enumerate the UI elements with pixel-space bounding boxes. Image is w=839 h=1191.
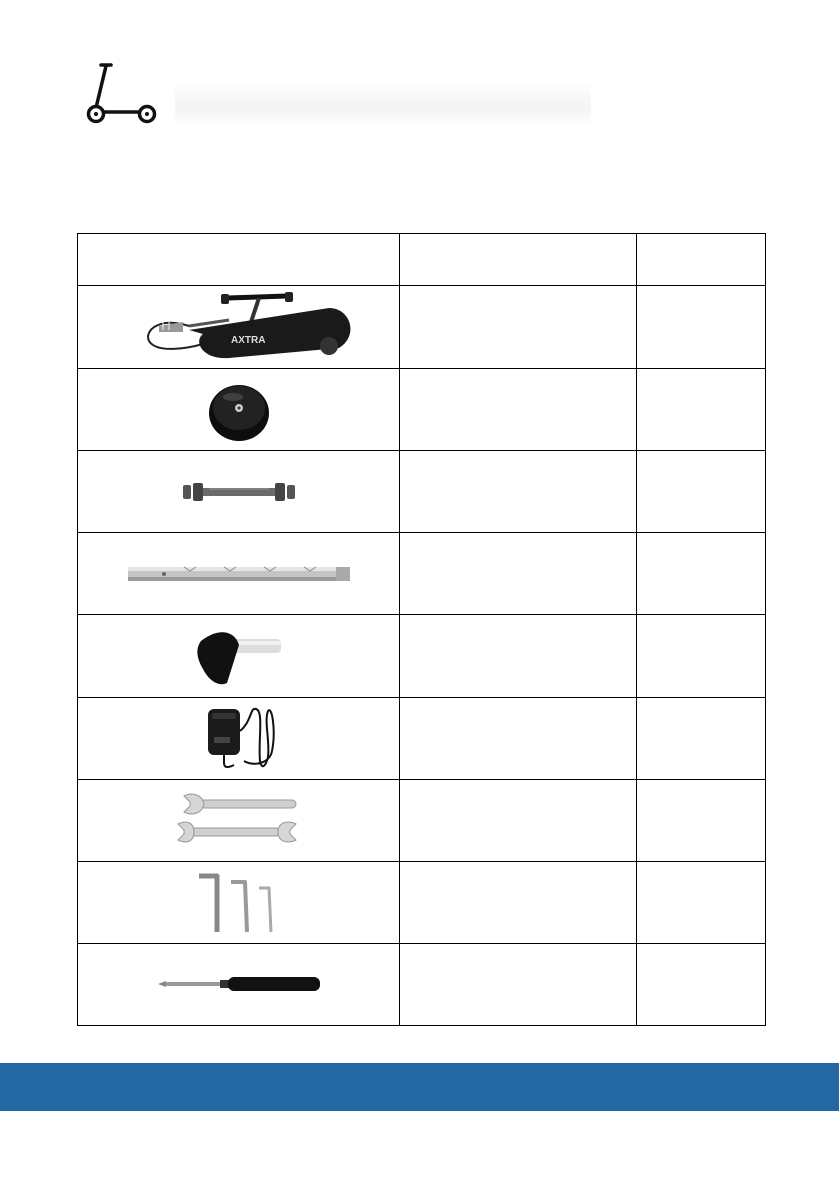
- part-quantity: [637, 615, 766, 697]
- brand-logo-text: AXTRA: [230, 335, 265, 347]
- kick-scooter-icon: [84, 62, 160, 126]
- part-description: [400, 861, 637, 943]
- part-description: [400, 697, 637, 779]
- part-description: [400, 533, 637, 615]
- hex-key-icon: [189, 868, 289, 936]
- column-header-image: [78, 234, 400, 286]
- part-image-cell: [78, 615, 400, 697]
- table-row: [78, 533, 766, 615]
- footer-bar: [0, 1063, 839, 1111]
- column-header-quantity: [637, 234, 766, 286]
- parts-list-table: [77, 233, 766, 1026]
- part-image-cell: [78, 943, 400, 1025]
- part-description: [400, 451, 637, 533]
- table-row: [78, 943, 766, 1025]
- part-image-cell: [78, 451, 400, 533]
- seat-post-tube-icon: [124, 559, 354, 589]
- part-image-cell: [78, 697, 400, 779]
- column-header-description: [400, 234, 637, 286]
- page-title: [175, 82, 591, 126]
- part-description: [400, 615, 637, 697]
- part-image-cell: [78, 286, 400, 369]
- seat-icon: [189, 621, 289, 691]
- table-header-row: [78, 234, 766, 286]
- screwdriver-icon: [154, 974, 324, 994]
- table-row: [78, 697, 766, 779]
- table-row: [78, 615, 766, 697]
- part-quantity: [637, 779, 766, 861]
- table-row: [78, 451, 766, 533]
- part-image-cell: [78, 779, 400, 861]
- part-quantity: [637, 943, 766, 1025]
- table-row: [78, 369, 766, 451]
- table-row: [78, 861, 766, 943]
- charger-icon: [194, 701, 284, 775]
- part-image-cell: [78, 861, 400, 943]
- folded-electric-scooter-icon: [119, 286, 359, 368]
- table-row: [78, 286, 766, 369]
- part-quantity: [637, 533, 766, 615]
- part-quantity: [637, 286, 766, 369]
- part-image-cell: [78, 369, 400, 451]
- part-description: [400, 943, 637, 1025]
- axle-bolt-icon: [179, 477, 299, 507]
- part-description: [400, 286, 637, 369]
- part-quantity: [637, 451, 766, 533]
- part-quantity: [637, 697, 766, 779]
- page-title-text: [175, 82, 591, 102]
- part-quantity: [637, 861, 766, 943]
- table-row: [78, 779, 766, 861]
- part-quantity: [637, 369, 766, 451]
- part-description: [400, 369, 637, 451]
- wrench-icon: [174, 790, 304, 850]
- wheel-icon: [199, 375, 279, 445]
- part-image-cell: [78, 533, 400, 615]
- part-description: [400, 779, 637, 861]
